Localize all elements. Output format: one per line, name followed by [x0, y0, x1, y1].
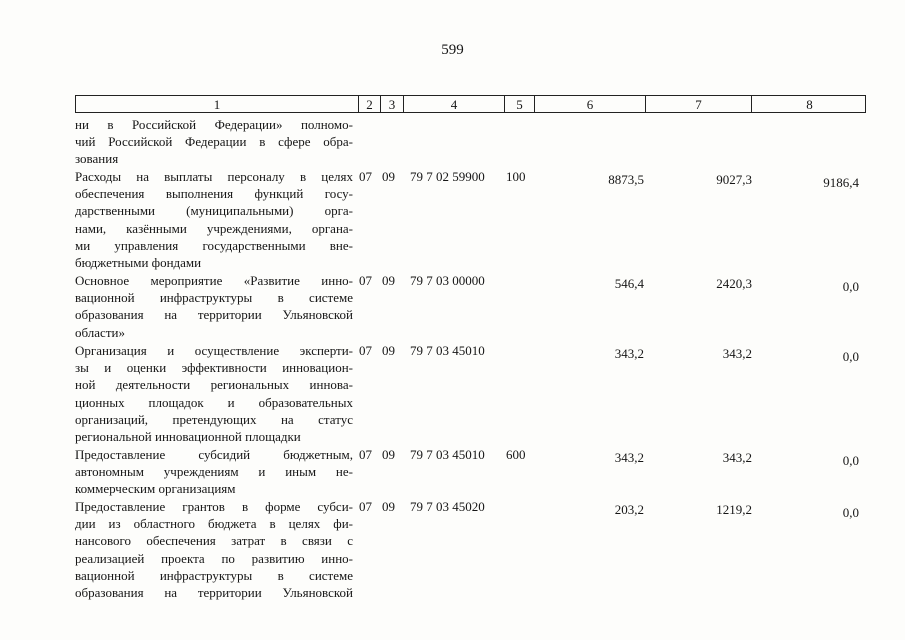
- amount-col-7: 343,2: [722, 346, 752, 361]
- amount-col-7: 1219,2: [716, 502, 752, 517]
- desc-line: ни в Российской Федерации» полномо-: [75, 117, 353, 132]
- section-code: 07: [359, 447, 372, 462]
- amount-col-7: 9027,3: [716, 172, 752, 187]
- header-col-3: 3: [381, 96, 404, 113]
- target-article-code: 79 7 03 45020: [410, 499, 485, 514]
- row-description: [75, 116, 353, 168]
- desc-line: организаций, претендующих на статус: [75, 411, 353, 427]
- desc-line: нансового обеспечения затрат в связи с: [75, 533, 353, 549]
- subsection-code: 09: [382, 273, 395, 288]
- header-col-6: 6: [535, 96, 646, 113]
- desc-line: ционных площадок и образовательных: [75, 394, 353, 410]
- header-col-4: 4: [404, 96, 505, 113]
- subsection-code: 09: [382, 499, 395, 514]
- header-col-1: 1: [76, 96, 359, 113]
- target-article-code: 79 7 03 45010: [410, 447, 485, 462]
- target-article-code: 79 7 03 00000: [410, 273, 485, 288]
- amount-col-8: 0,0: [842, 453, 859, 468]
- subsection-code: 09: [382, 169, 395, 184]
- desc-line: вационной инфраструктуры в системе: [75, 290, 353, 306]
- header-col-5: 5: [505, 96, 535, 113]
- table-header: [75, 95, 866, 113]
- desc-line: чий Российской Федерации в сфере обра-: [75, 134, 353, 150]
- desc-line: нами, казёнными учреждениями, органа-: [75, 220, 353, 236]
- desc-line: Основное мероприятие «Развитие инно-: [75, 273, 353, 288]
- subsection-code: 09: [382, 343, 395, 358]
- desc-line: ной деятельности региональных иннова-: [75, 377, 353, 393]
- desc-line: области»: [75, 324, 125, 340]
- desc-line: дарственными (муниципальными) орга-: [75, 203, 353, 219]
- row-description: [75, 342, 353, 445]
- header-col-8: 8: [806, 97, 813, 112]
- desc-line: обеспечения выполнения функций госу-: [75, 186, 353, 202]
- row-description: [75, 272, 353, 341]
- section-code: 07: [359, 343, 372, 358]
- amount-col-8: 0,0: [842, 349, 859, 364]
- desc-line: Организация и осуществление эксперти-: [75, 343, 353, 358]
- amount-col-6: 343,2: [614, 450, 644, 465]
- desc-line: вационной инфраструктуры в системе: [75, 567, 353, 583]
- header-col-2: 2: [359, 96, 381, 113]
- desc-line: образования на территории Ульяновской: [75, 307, 353, 323]
- desc-line: автономным учреждениям и иным не-: [75, 464, 353, 480]
- row-description: [75, 498, 353, 601]
- desc-line: Расходы на выплаты персоналу в целях: [75, 169, 353, 184]
- desc-line: зования: [75, 151, 119, 167]
- desc-line: ми управления государственными вне-: [75, 237, 353, 253]
- desc-line: бюджетными фондами: [75, 255, 202, 271]
- amount-col-6: 8873,5: [608, 172, 644, 187]
- row-description: [75, 168, 353, 271]
- target-article-code: 79 7 02 59900: [410, 169, 485, 184]
- desc-line: Предоставление субсидий бюджетным,: [75, 447, 353, 462]
- amount-col-6: 546,4: [614, 276, 644, 291]
- desc-line: дии из областного бюджета в целях фи-: [75, 516, 353, 532]
- amount-col-8: 0,0: [842, 279, 859, 294]
- desc-line: образования на территории Ульяновской: [75, 585, 353, 601]
- expense-type-code: 100: [506, 169, 526, 184]
- desc-line: коммерческим организациям: [75, 481, 236, 497]
- section-code: 07: [359, 169, 372, 184]
- row-description: [75, 446, 353, 498]
- desc-line: региональной инновационной площадки: [75, 429, 301, 445]
- amount-col-7: 343,2: [722, 450, 752, 465]
- desc-line: реализацией проекта по развитию инно-: [75, 550, 353, 566]
- amount-col-6: 203,2: [614, 502, 644, 517]
- amount-col-8: 0,0: [842, 505, 859, 520]
- amount-col-6: 343,2: [614, 346, 644, 361]
- subsection-code: 09: [382, 447, 395, 462]
- desc-line: зы и оценки эффективности инновацион-: [75, 360, 353, 376]
- amount-col-8: 9186,4: [823, 175, 859, 190]
- section-code: 07: [359, 499, 372, 514]
- page-number: 599: [441, 42, 464, 58]
- header-col-7: 7: [646, 96, 752, 113]
- amount-col-7: 2420,3: [716, 276, 752, 291]
- desc-line: Предоставление грантов в форме субси-: [75, 499, 353, 514]
- expense-type-code: 600: [506, 447, 526, 462]
- target-article-code: 79 7 03 45010: [410, 343, 485, 358]
- section-code: 07: [359, 273, 372, 288]
